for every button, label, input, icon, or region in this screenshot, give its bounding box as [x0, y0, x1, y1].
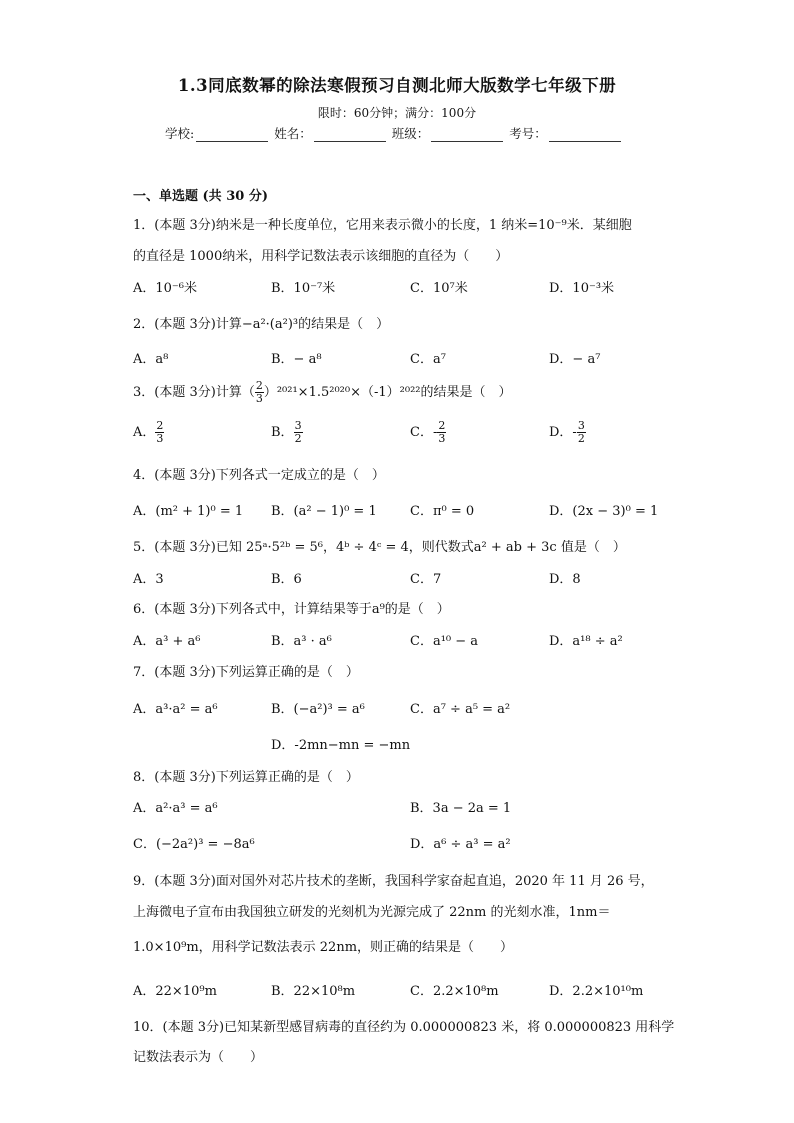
question-2-option-a[interactable]: A．a⁸ — [133, 352, 169, 367]
question-7-stem: 7．(本题 3分)下列运算正确的是（ ） — [133, 665, 359, 680]
question-9-option-c[interactable]: C．2.2×10⁸m — [410, 984, 499, 999]
question-1-stem: 1．(本题 3分)纳米是一种长度单位，它用来表示微小的长度，1 纳米=10⁻⁹米．某细胞 — [133, 218, 632, 233]
question-8-option-c[interactable]: C．(−2a²)³ = −8a⁶ — [133, 837, 255, 852]
question-3-option-a[interactable]: A． $\frac{2}{3}$ — [133, 419, 164, 445]
page-title: 1.3同底数幂的除法寒假预习自测北师大版数学七年级下册 — [177, 76, 617, 95]
question-5-option-c[interactable]: C．7 — [410, 572, 442, 587]
number-label: 考号： — [509, 126, 547, 141]
question-4-option-b[interactable]: B．(a² − 1)⁰ = 1 — [271, 504, 377, 519]
question-6-stem: 6．(本题 3分)下列各式中，计算结果等于a⁹的是（ ） — [133, 602, 450, 617]
question-2-stem: 2．(本题 3分)计算−a²·(a²)³的结果是（ ） — [133, 317, 390, 332]
question-3-option-d[interactable]: D．- $\frac{3}{2}$ — [549, 419, 585, 445]
question-7-option-a[interactable]: A．a³·a² = a⁶ — [133, 702, 218, 717]
school-blank[interactable] — [196, 129, 268, 142]
question-3-stem-end: ）²⁰²¹×1.5²⁰²⁰×（-1）²⁰²²的结果是（ ） — [263, 385, 512, 400]
question-4-stem: 4．(本题 3分)下列各式一定成立的是（ ） — [133, 468, 385, 483]
class-blank[interactable] — [431, 129, 503, 142]
question-6-option-a[interactable]: A．a³ + a⁶ — [133, 634, 201, 649]
name-label: 姓名： — [274, 126, 312, 141]
option-a-fraction: $\frac{2}{3}$ — [156, 419, 164, 445]
option-d-fraction: $\frac{3}{2}$ — [577, 419, 585, 445]
question-1-option-a[interactable]: A．10⁻⁶米 — [133, 281, 198, 296]
question-9-option-d[interactable]: D．2.2×10¹⁰m — [549, 984, 644, 999]
question-1-option-b[interactable]: B．10⁻⁷米 — [271, 281, 336, 296]
question-8-option-b[interactable]: B．3a − 2a = 1 — [410, 801, 512, 816]
question-3-option-c[interactable]: C．- $\frac{2}{3}$ — [410, 419, 446, 445]
question-3-option-b[interactable]: B． $\frac{3}{2}$ — [271, 419, 302, 445]
option-b-fraction: $\frac{3}{2}$ — [294, 419, 302, 445]
question-1-stem-line2: 的直径是 1000纳米，用科学记数法表示该细胞的直径为（ ） — [133, 249, 509, 264]
school-label: 学校: — [165, 126, 195, 141]
question-8-stem: 8．(本题 3分)下列运算正确的是（ ） — [133, 770, 359, 785]
question-1-option-c[interactable]: C．10⁷米 — [410, 281, 468, 296]
question-4-option-c[interactable]: C．π⁰ = 0 — [410, 504, 475, 519]
question-6-option-b[interactable]: B．a³ · a⁶ — [271, 634, 332, 649]
question-6-option-d[interactable]: D．a¹⁸ ÷ a² — [549, 634, 623, 649]
exam-time-score: 限时：60分钟；满分：100分 — [317, 106, 477, 120]
question-5-stem: 5．(本题 3分)已知 25ᵃ·5²ᵇ = 5⁶，4ᵇ ÷ 4ᶜ = 4，则代数式a² + ab + 3c 值是（ ） — [133, 540, 626, 555]
question-9-stem: 9．(本题 3分)面对国外对芯片技术的垄断，我国科学家奋起直追，2020 年 11 月 26 号， — [133, 874, 654, 889]
question-9-option-b[interactable]: B．22×10⁸m — [271, 984, 356, 999]
question-9-option-a[interactable]: A．22×10⁹m — [133, 984, 217, 999]
question-6-option-c[interactable]: C．a¹⁰ − a — [410, 634, 479, 649]
question-5-option-d[interactable]: D．8 — [549, 572, 581, 587]
question-7-option-d[interactable]: D．-2mn−mn = −mn — [271, 738, 411, 753]
question-10-stem: 10．(本题 3分)已知某新型感冒病毒的直径约为 0.000000823 米，将 0.000000823 用科学 — [133, 1020, 675, 1035]
question-4-option-a[interactable]: A．(m² + 1)⁰ = 1 — [133, 504, 244, 519]
question-2-option-b[interactable]: B．− a⁸ — [271, 352, 322, 367]
name-blank[interactable] — [314, 129, 386, 142]
question-1-option-d[interactable]: D．10⁻³米 — [549, 281, 615, 296]
option-c-fraction: $\frac{2}{3}$ — [438, 419, 446, 445]
question-3-fraction: $\frac{2}{3}$ — [255, 379, 263, 405]
class-label: 班级： — [391, 126, 430, 141]
student-info-row — [165, 124, 623, 142]
question-7-option-c[interactable]: C．a⁷ ÷ a⁵ = a² — [410, 702, 511, 717]
question-9-stem-line3: 1.0×10⁹m，用科学记数法表示 22nm，则正确的结果是（ ） — [133, 940, 514, 955]
question-7-option-b[interactable]: B．(−a²)³ = a⁶ — [271, 702, 365, 717]
question-2-option-c[interactable]: C．a⁷ — [410, 352, 446, 367]
number-blank[interactable] — [549, 129, 621, 142]
question-5-option-a[interactable]: A．3 — [133, 572, 164, 587]
question-3-stem-start: 3．(本题 3分)计算（ — [133, 385, 255, 400]
question-8-option-d[interactable]: D．a⁶ ÷ a³ = a² — [410, 837, 511, 852]
question-5-option-b[interactable]: B．6 — [271, 572, 302, 587]
question-2-option-d[interactable]: D．− a⁷ — [549, 352, 601, 367]
question-10-stem-line2: 记数法表示为（ ） — [133, 1050, 264, 1065]
question-8-option-a[interactable]: A．a²·a³ = a⁶ — [133, 801, 218, 816]
question-9-stem-line2: 上海微电子宣布由我国独立研发的光刻机为光源完成了 22nm 的光刻水准，1nm＝ — [133, 905, 611, 920]
question-4-option-d[interactable]: D．(2x − 3)⁰ = 1 — [549, 504, 659, 519]
section-title: 一、单选题 (共 30 分) — [133, 189, 268, 204]
question-3-stem — [133, 380, 512, 405]
